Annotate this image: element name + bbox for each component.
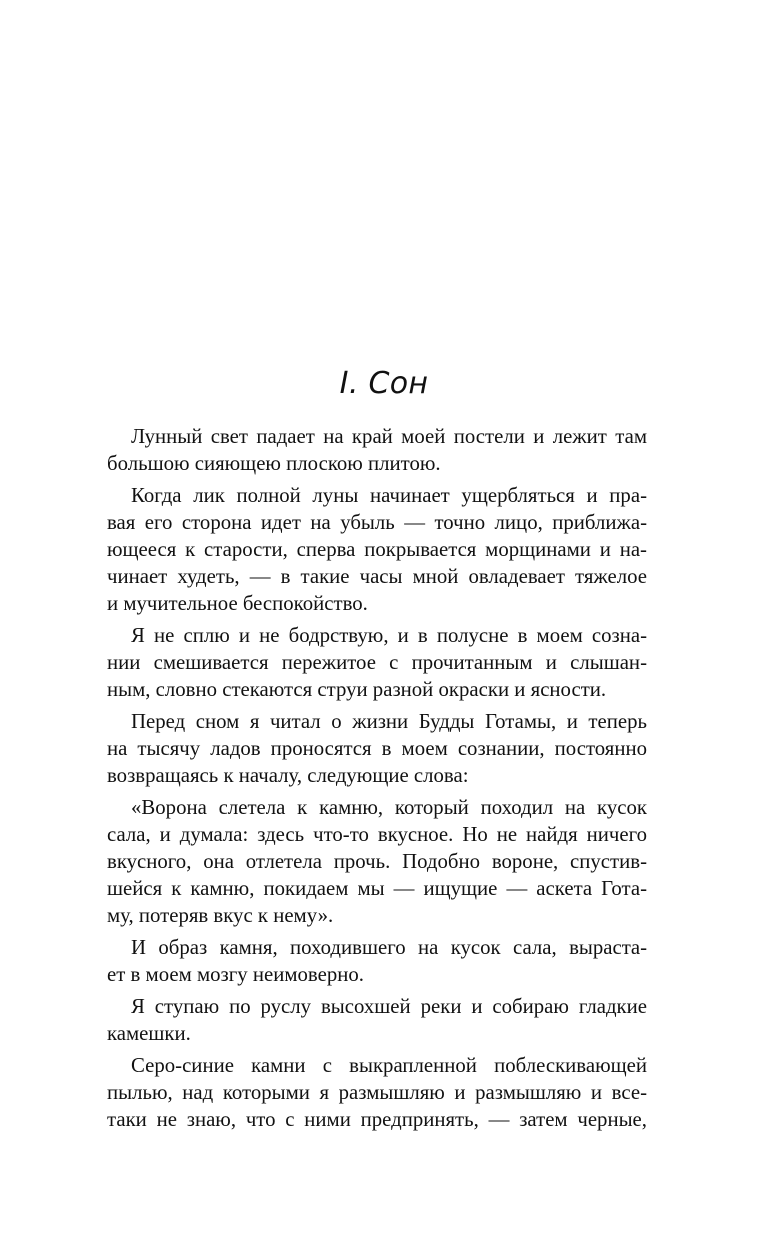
text-line: шейся к камню, покидаем мы — ищущие — аскета Гота- bbox=[107, 877, 647, 900]
text-line: му, потеряв вкус к нему». bbox=[107, 904, 334, 927]
chapter-body bbox=[107, 423, 647, 1138]
text-line: И образ камня, походившего на кусок сала, вырастa- bbox=[131, 936, 647, 959]
text-line: Я не сплю и не бодрствую, и в полусне в моем созна- bbox=[131, 624, 647, 647]
paragraph bbox=[107, 934, 647, 988]
text-line: вкусного, она отлетела прочь. Подобно вороне, спустив- bbox=[107, 850, 647, 873]
text-line: таки не знаю, что с ними предпринять, — затем черные, bbox=[107, 1108, 647, 1131]
text-line: пылью, над которыми я размышляю и размышляю и все- bbox=[107, 1081, 647, 1104]
text-line: Когда лик полной луны начинает ущербляться и пра- bbox=[131, 484, 647, 507]
text-line: сала, и думала: здесь что-то вкусное. Но не найдя ничего bbox=[107, 823, 647, 846]
text-line: ным, словно стекаются струи разной окраски и ясности. bbox=[107, 678, 607, 701]
text-line: «Ворона слетела к камню, который походил на кусок bbox=[131, 796, 647, 819]
paragraph bbox=[107, 482, 647, 617]
chapter-title: I. Сон bbox=[339, 366, 429, 401]
text-line: ет в моем мозгу неимоверно. bbox=[107, 963, 364, 986]
text-line: чинает худеть, — в такие часы мной овладевает тяжелое bbox=[107, 565, 647, 588]
text-line: Я ступаю по руслу высохшей реки и собираю гладкие bbox=[131, 995, 647, 1018]
paragraph bbox=[107, 622, 647, 703]
text-line: большою сияющею плоскою плитою. bbox=[107, 452, 441, 475]
paragraph bbox=[107, 423, 647, 477]
paragraph bbox=[107, 1052, 647, 1133]
text-line: возвращаясь к началу, следующие слова: bbox=[107, 764, 469, 787]
paragraph bbox=[107, 993, 647, 1047]
text-line: ющееся к старости, сперва покрывается морщинами и на- bbox=[107, 538, 647, 561]
text-line: Серо-синие камни с выкрапленной поблескивающей bbox=[131, 1054, 647, 1077]
paragraph bbox=[107, 794, 647, 929]
text-line: Лунный свет падает на край моей постели и лежит там bbox=[131, 425, 647, 448]
text-line: и мучительное беспокойство. bbox=[107, 592, 368, 615]
text-line: вая его сторона идет на убыль — точно лицо, приближа- bbox=[107, 511, 647, 534]
paragraph bbox=[107, 708, 647, 789]
text-line: камешки. bbox=[107, 1022, 191, 1045]
text-line: Перед сном я читал о жизни Будды Готамы, и теперь bbox=[131, 710, 647, 733]
text-line: на тысячу ладов проносятся в моем сознании, постоянно bbox=[107, 737, 647, 760]
text-line: нии смешивается пережитое с прочитанным и слышан- bbox=[107, 651, 647, 674]
